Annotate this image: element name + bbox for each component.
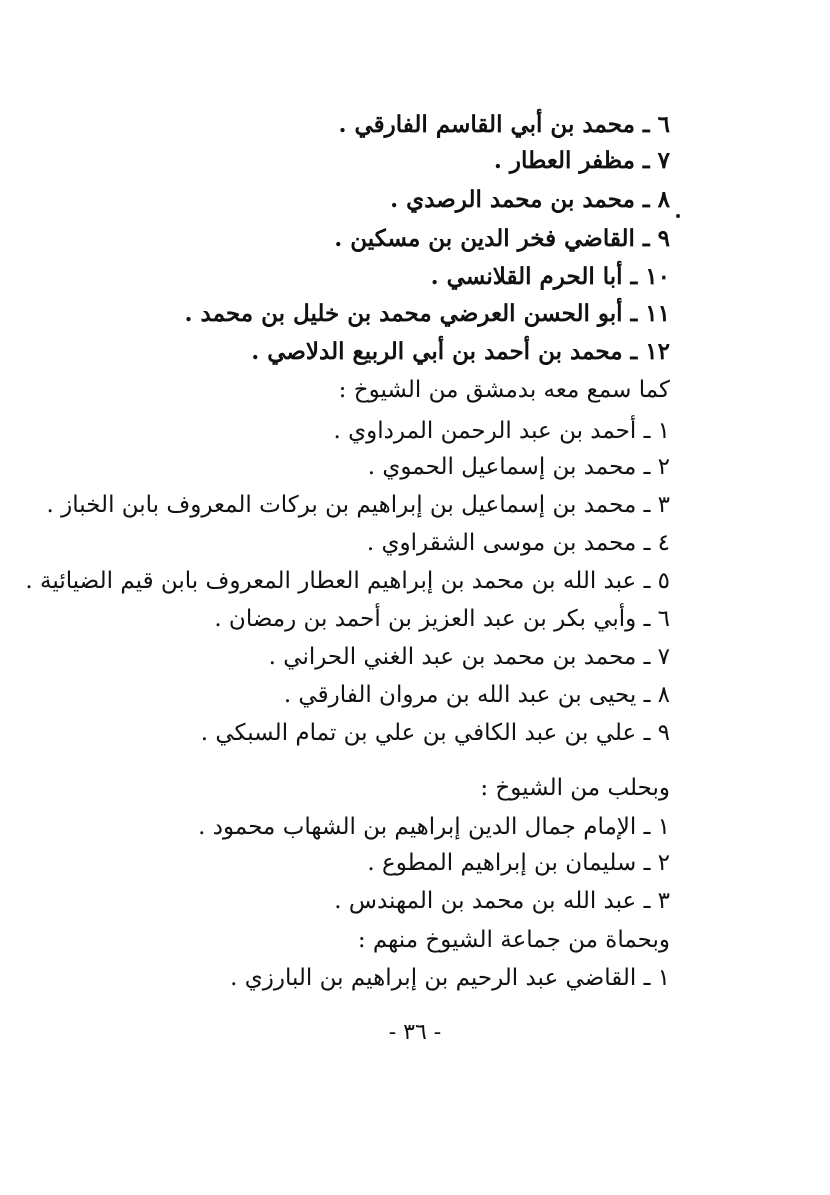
- list-item: ٦ ـ محمد بن أبي القاسم الفارقي .: [338, 111, 670, 138]
- list-item: ٧ ـ مظفر العطار .: [493, 147, 670, 174]
- list-item: ٦ ـ وأبي بكر بن عبد العزيز بن أحمد بن رمضان .: [214, 606, 670, 632]
- list-item: ٢ ـ سليمان بن إبراهيم المطوع .: [367, 850, 670, 876]
- list-item: ١٢ ـ محمد بن أحمد بن أبي الربيع الدلاصي .: [251, 338, 670, 365]
- list-item: ٣ ـ محمد بن إسماعيل بن إبراهيم بن بركات المعروف بابن الخباز .: [46, 492, 670, 518]
- list-item: ٨ ـ محمد بن محمد الرصدي .: [390, 186, 670, 213]
- list-item: ١١ ـ أبو الحسن العرضي محمد بن خليل بن محمد .: [184, 300, 670, 327]
- list-item: ١ ـ الإمام جمال الدين إبراهيم بن الشهاب محمود .: [198, 814, 670, 840]
- list-item: ٩ ـ القاضي فخر الدين بن مسكين .: [334, 225, 670, 252]
- section-heading: وبحلب من الشيوخ :: [480, 775, 670, 801]
- list-item: ٧ ـ محمد بن محمد بن عبد الغني الحراني .: [268, 644, 670, 670]
- page-number: - ٣٦ -: [388, 1020, 442, 1045]
- list-item: ١ ـ أحمد بن عبد الرحمن المرداوي .: [333, 418, 670, 444]
- list-item: ٩ ـ علي بن عبد الكافي بن علي بن تمام السبكي .: [200, 720, 670, 746]
- ink-speck: [676, 214, 680, 218]
- section-heading: وبحماة من جماعة الشيوخ منهم :: [357, 927, 670, 953]
- list-item: ١٠ ـ أبا الحرم القلانسي .: [430, 263, 670, 290]
- list-item: ١ ـ القاضي عبد الرحيم بن إبراهيم بن البارزي .: [230, 965, 670, 991]
- list-item: ٢ ـ محمد بن إسماعيل الحموي .: [367, 454, 670, 480]
- section-heading: كما سمع معه بدمشق من الشيوخ :: [338, 377, 670, 403]
- list-item: ٣ ـ عبد الله بن محمد بن المهندس .: [334, 888, 670, 914]
- list-item: ٨ ـ يحيى بن عبد الله بن مروان الفارقي .: [283, 682, 670, 708]
- list-item: ٥ ـ عبد الله بن محمد بن إبراهيم العطار المعروف بابن قيم الضيائية .: [25, 568, 670, 594]
- list-item: ٤ ـ محمد بن موسى الشقراوي .: [366, 530, 670, 556]
